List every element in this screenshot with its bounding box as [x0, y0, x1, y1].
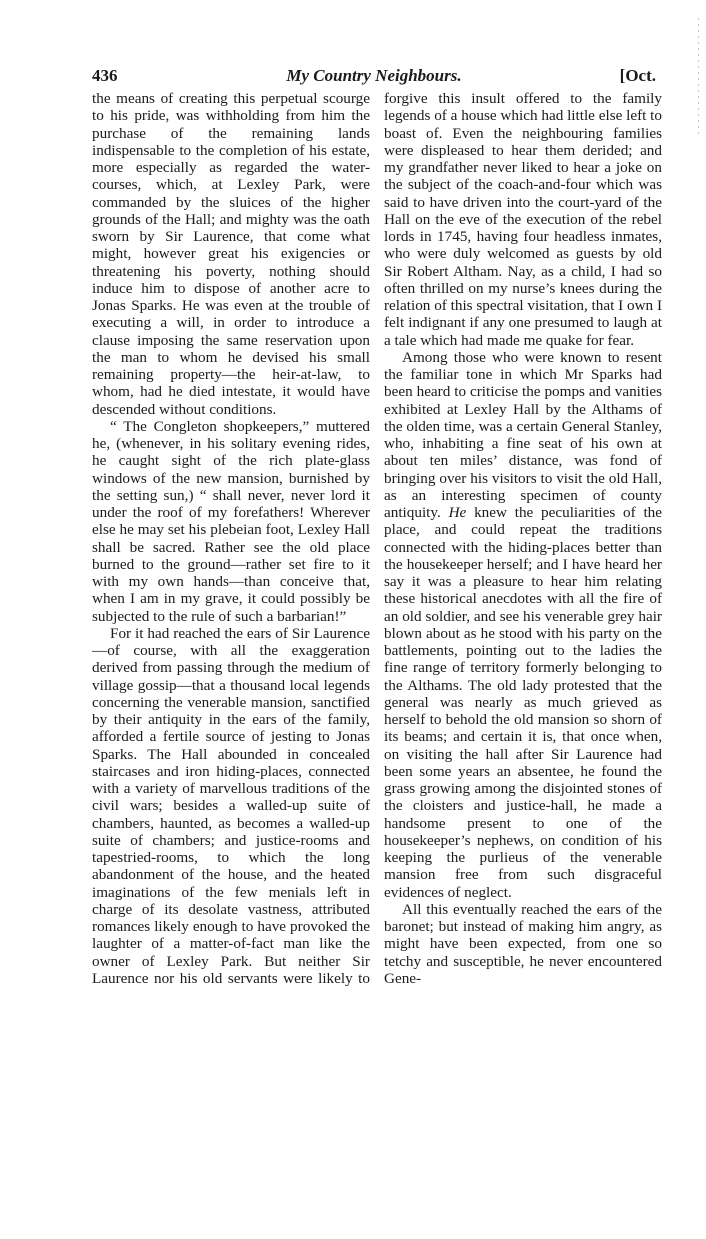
right-paragraph-2 [384, 349, 662, 901]
emphasis-he: He [448, 504, 467, 521]
right-paragraph-2-start: Among those who were known to resent the familiar tone in which Mr Sparks had been heard to criticise the pomps and vanities exhibited at Lexley Hall by the Althams of the olden time, was a certain General Stanley, who, inhabiting a fine seat of his own at about ten miles’ distance, was fond of bringing over his visitors to visit the old Hall, as an interesting specimen of county antiquity. [384, 348, 662, 521]
running-title: My Country Neighbours. [286, 66, 462, 85]
page-number: 436 [92, 66, 118, 85]
left-paragraph-3: For it had reached the ears of Sir Laurence—of course, with all the exaggeration derived from passing through the medium of village gossip—that a thousand local legends concerning the venerable mansion, sanctified by their antiquity in the ears of the family, afforded a fertile source of jesting to Jonas Sparks. The Hall abounded in concealed staircases and iron hiding-places, connected with a variety of marvellous traditions of the civil wars; besides a walled-up suite of chambers, haunted, as becomes a walled-up suite of chambers; and justice-rooms and tapestried-rooms, to which the long abandonment of the house, and the heated imaginations of the few menials left in charge of its desolate vastness, attributed romances likely enough to have provoked the laughter of a matter-of-fact man like the owner of Lexley Park. But neither Sir Laurence nor his old servants were likely to [92, 624, 370, 987]
month-marker: [Oct. [619, 66, 656, 85]
right-paragraph-3: All this eventually reached the ears of the baronet; but instead of making him angry, as might have been expected, from one so tetchy and susceptible, he never encountered Gene- [384, 900, 662, 987]
left-paragraph-2: “ The Congleton shopkeepers,” muttered he, (whenever, in his solitary evening rides, he caught sight of the rich plate-glass windows of the new mansion, burnished by the setting sun,) “ shall never, never lord it under the roof of my forefathers! Wherever else he may set his plebeian foot, Lexley Hall shall be sacred. Rather see the old place burned to the ground—rather set fire to it with my own hands—than conceive that, when I am in my grave, it could possibly be subjected to the rule of such a barbarian!” [92, 417, 370, 625]
left-column [92, 90, 370, 987]
right-paragraph-1: forgive this insult offered to the family legends of a house which had little else left to boast of. Even the neighbouring families were displeased to hear them derided; and my grandfather never liked to hear a joke on the subject of the coach-and-four which was said to have driven into the court-yard of the Hall on the eve of the execution of the rebel lords in 1745, having four headless inmates, who were duly welcomed as guests by old Sir Robert Altham. Nay, as a child, I had so often thrilled on my nurse’s knees during the relation of this spectral visitation, that I own I felt indignant if any one presumed to laugh at a tale which had made me quake for fear. [384, 90, 662, 349]
running-head [92, 64, 656, 88]
right-paragraph-2-rest: knew the peculiarities of the place, and could repeat the traditions connected with the hiding-places better than the housekeeper herself; and I have heard her say it was a pleasure to hear him relating these historical anecdotes with all the fire of an old soldier, and see his venerable grey hair blown about as he stood with his party on the battlements, pointing out to the ladies the fine range of territory formerly belonging to the Althams. The old lady protested that the general was nearly as much grieved as herself to behold the old mansion so shorn of its beams; and certain it is, that once when, on visiting the hall after Sir Laurence had been some years an absentee, he found the grass growing among the disjointed stones of the cloisters and justice-hall, he made a handsome present to one of the housekeeper’s nephews, on condition of his keeping the purlieus of the venerable mansion free from such disgraceful evidences of neglect. [384, 504, 662, 901]
page-edge-mark [698, 18, 699, 138]
left-paragraph-1: the means of creating this perpetual scourge to his pride, was withholding from him the purchase of the remaining lands indispensable to the completion of his estate, more especially as regarded the water-courses, which, at Lexley Park, were commanded by the sluices of the higher grounds of the Hall; and mighty was the oath sworn by Sir Laurence, that come what might, however great his exigencies or threatening his poverty, nothing should induce him to dispose of another acre to Jonas Sparks. He was even at the trouble of executing a will, in order to introduce a clause imposing the same reservation upon the man to whom he devised his small remaining property—the heir-at-law, to whom, had he died intestate, it would have descended without conditions. [92, 90, 370, 418]
right-column [384, 90, 662, 987]
